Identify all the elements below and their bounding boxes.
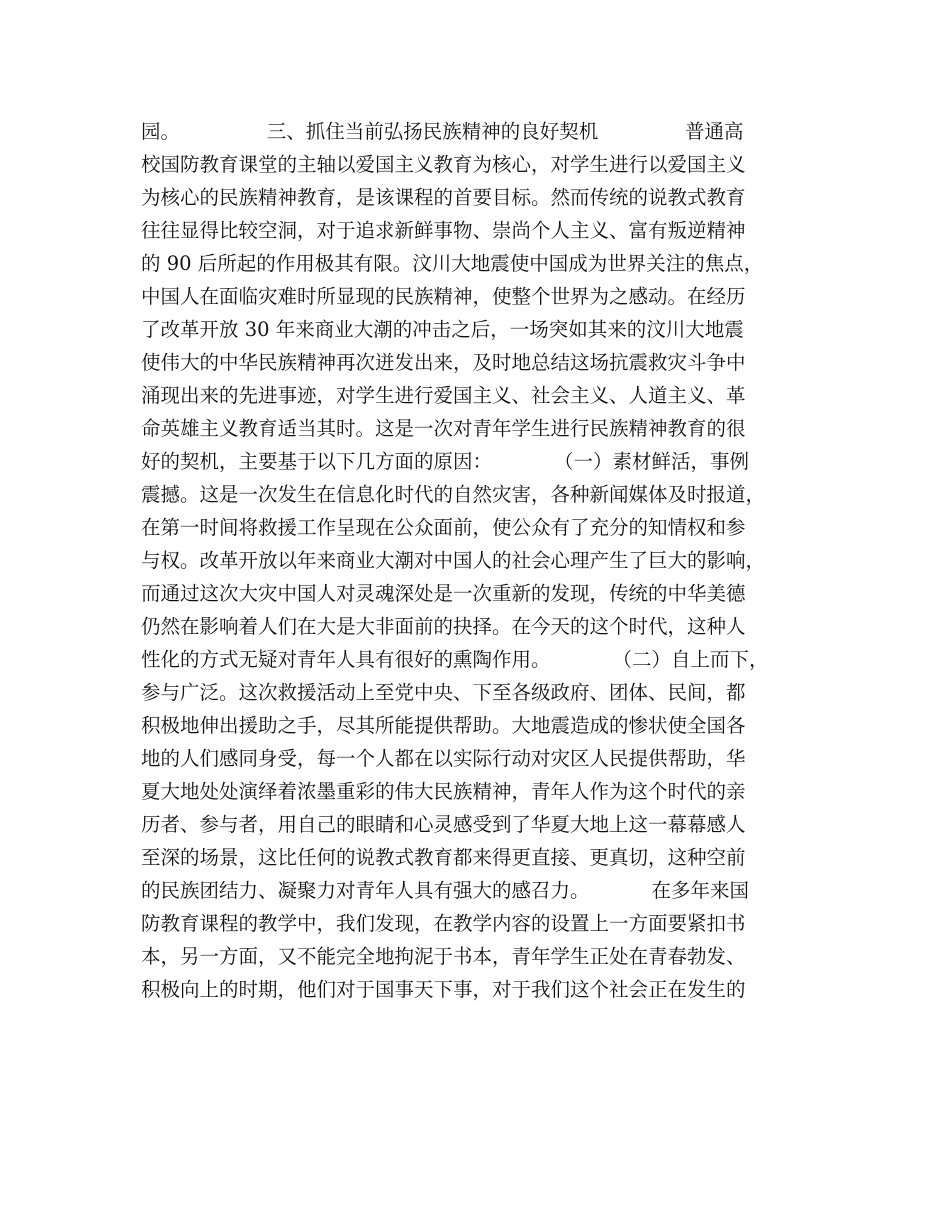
text-line: 中国人在面临灾难时所显现的民族精神，使整个世界为之感动。在经历 bbox=[141, 285, 746, 308]
text-line: 了改革开放 30 年来商业大潮的冲击之后，一场突如其来的汶川大地震 bbox=[141, 318, 744, 341]
text-line: 好的契机，主要基于以下几方面的原因： （一）素材鲜活，事例 bbox=[141, 450, 749, 473]
text-line: 往往显得比较空洞，对于追求新鲜事物、崇尚个人主义、富有叛逆精神 bbox=[141, 219, 746, 242]
text-line: 本，另一方面，又不能完全地拘泥于书本，青年学生正处在青春勃发、 bbox=[141, 945, 746, 968]
text-line: 园。 三、抓住当前弘扬民族精神的良好契机 普通高 bbox=[141, 120, 744, 143]
text-line: 夏大地处处演绎着浓墨重彩的伟大民族精神，青年人作为这个时代的亲 bbox=[141, 780, 746, 803]
text-line: 命英雄主义教育适当其时。这是一次对青年学生进行民族精神教育的很 bbox=[141, 417, 746, 440]
text-line: 历者、参与者，用自己的眼睛和心灵感受到了华夏大地上这一幕幕感人 bbox=[141, 813, 746, 836]
text-line: 使伟大的中华民族精神再次迸发出来，及时地总结这场抗震救灾斗争中 bbox=[141, 351, 746, 374]
text-line: 而通过这次大灾中国人对灵魂深处是一次重新的发现，传统的中华美德 bbox=[141, 582, 746, 605]
text-line: 的民族团结力、凝聚力对青年人具有强大的感召力。 在多年来国 bbox=[141, 879, 749, 902]
text-line: 积极地伸出援助之手，尽其所能提供帮助。大地震造成的惨状使全国各 bbox=[141, 714, 746, 737]
body-text bbox=[141, 115, 821, 1006]
text-line: 震撼。这是一次发生在信息化时代的自然灾害，各种新闻媒体及时报道， bbox=[141, 483, 766, 506]
text-line: 积极向上的时期，他们对于国事天下事，对于我们这个社会正在发生的 bbox=[141, 978, 746, 1001]
text-line: 与权。改革开放以年来商业大潮对中国人的社会心理产生了巨大的影响， bbox=[141, 549, 766, 572]
text-line: 为核心的民族精神教育，是该课程的首要目标。然而传统的说教式教育 bbox=[141, 186, 746, 209]
text-line: 在第一时间将救援工作呈现在公众面前，使公众有了充分的知情权和参 bbox=[141, 516, 746, 539]
text-line: 至深的场景，这比任何的说教式教育都来得更直接、更真切，这种空前 bbox=[141, 846, 746, 869]
text-line: 校国防教育课堂的主轴以爱国主义教育为核心，对学生进行以爱国主义 bbox=[141, 153, 746, 176]
text-line: 防教育课程的教学中，我们发现，在教学内容的设置上一方面要紧扣书 bbox=[141, 912, 746, 935]
text-line: 仍然在影响着人们在大是大非面前的抉择。在今天的这个时代，这种人 bbox=[141, 615, 746, 638]
text-line: 涌现出来的先进事迹，对学生进行爱国主义、社会主义、人道主义、革 bbox=[141, 384, 746, 407]
text-line: 的 90 后所起的作用极其有限。汶川大地震使中国成为世界关注的焦点， bbox=[141, 252, 764, 275]
text-line: 参与广泛。这次救援活动上至党中央、下至各级政府、团体、民间，都 bbox=[141, 681, 746, 704]
text-line: 性化的方式无疑对青年人具有很好的熏陶作用。 （二）自上而下， bbox=[141, 648, 769, 671]
text-line: 地的人们感同身受，每一个人都在以实际行动对灾区人民提供帮助，华 bbox=[141, 747, 746, 770]
